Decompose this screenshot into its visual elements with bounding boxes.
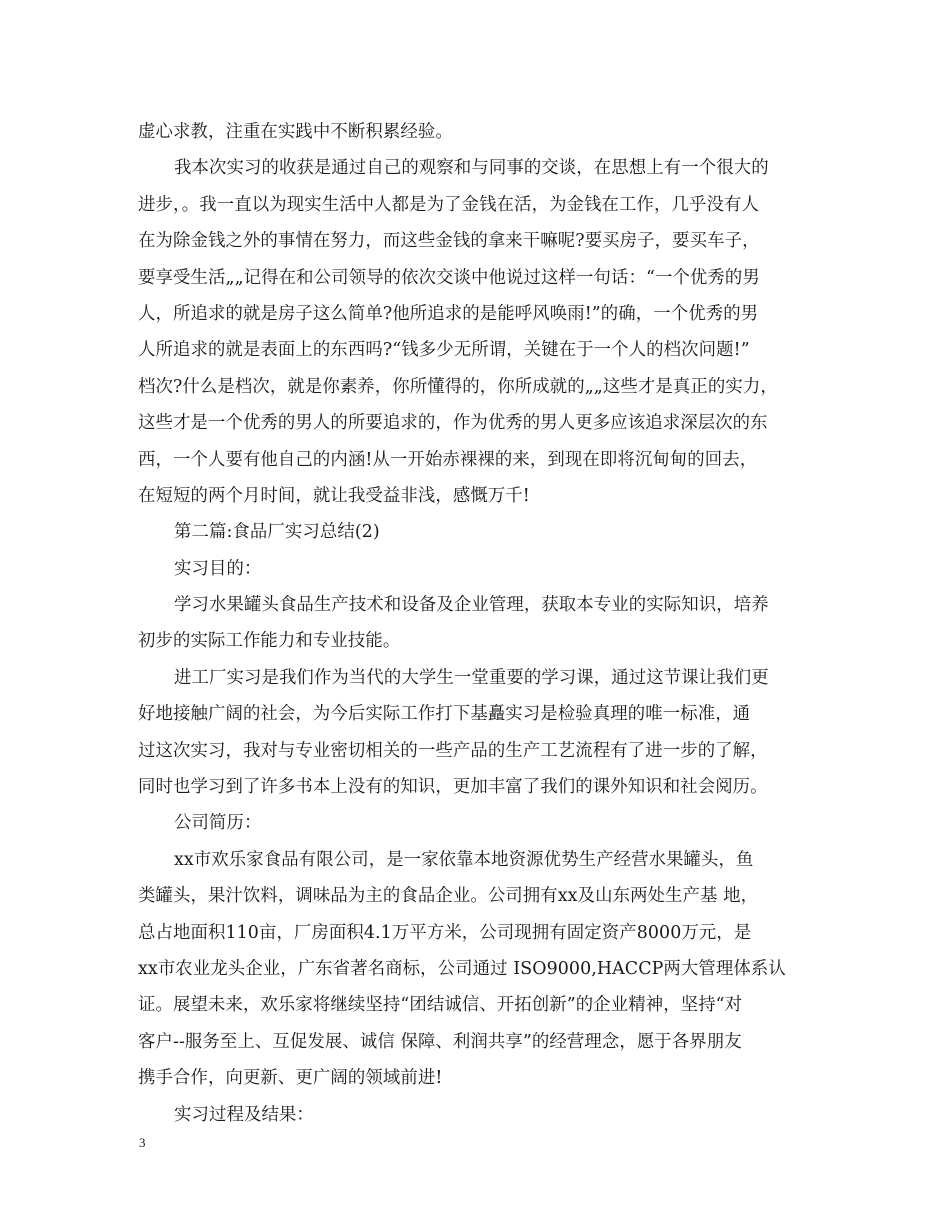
paragraph-start-line: 我本次实习的收获是通过自己的观察和与同事的交谈，在思想上有一个很大的 xyxy=(174,158,769,179)
text-line: 类罐头，果汁饮料，调味品为主的食品企业。公司拥有xx及山东两处生产基 地， xyxy=(138,886,759,907)
text-line: 在短短的两个月时间，就让我受益非浅，感慨万千! xyxy=(138,485,530,506)
text-line: 这些才是一个优秀的男人的所要追求的，作为优秀的男人更多应该追求深层次的东 xyxy=(138,413,768,434)
text-line: 初步的实际工作能力和专业技能。 xyxy=(138,631,401,652)
text-line: 虚心求教，注重在实践中不断积累经验。 xyxy=(138,122,453,142)
text-line: 证。展望未来，欢乐家将继续坚持“团结诚信、开拓创新”的企业精神，坚持“对 xyxy=(138,995,743,1016)
subsection-heading: 实习目的： xyxy=(174,558,262,579)
text-line: xx市农业龙头企业，广东省著名商标，公司通过 ISO9000,HACCP两大管理体系认 xyxy=(138,958,786,979)
subsection-heading: 实习过程及结果： xyxy=(174,1104,314,1125)
text-line: 西，一个人要有他自己的内涵!从一开始赤裸裸的来，到现在即将沉甸甸的回去， xyxy=(138,449,758,470)
page-number: 3 xyxy=(139,1135,146,1150)
paragraph-start-line: 学习水果罐头食品生产技术和设备及企业管理，获取本专业的实际知识，培养 xyxy=(174,595,769,616)
text-line: 总占地面积110亩，厂房面积4.1万平方米，公司现拥有固定资产8000万元，是 xyxy=(138,922,752,943)
paragraph-start-line: xx市欢乐家食品有限公司，是一家依靠本地资源优势生产经营水果罐头，鱼 xyxy=(174,849,754,870)
text-line: 人，所追求的就是房子这么简单?他所追求的是能呼风唤雨!”的确，一个优秀的男 xyxy=(138,303,759,324)
section-heading: 第二篇:食品厂实习总结(2) xyxy=(174,522,380,543)
text-line: 客户--服务至上、互促发展、诚信 保障、利润共享”的经营理念，愿于各界朋友 xyxy=(138,1031,742,1052)
text-line: 档次?什么是档次，就是你素养，你所懂得的，你所成就的„„这些才是真正的实力， xyxy=(138,376,778,397)
text-line: 在为除金钱之外的事情在努力，而这些金钱的拿来干嘛呢?要买房子，要买车子， xyxy=(138,231,760,252)
text-line: 同时也学习到了许多书本上没有的知识，更加丰富了我们的课外知识和社会阅历。 xyxy=(138,777,768,798)
body-text xyxy=(138,114,822,1133)
text-line: 要享受生活„„记得在和公司领导的依次交谈中他说过这样一句话：“一个优秀的男 xyxy=(138,267,760,288)
text-line: 携手合作，向更新、更广阔的领域前进! xyxy=(138,1068,443,1089)
text-line: 人所追求的就是表面上的东西吗?“钱多少无所谓，关键在于一个人的档次问题!” xyxy=(138,340,750,361)
subsection-heading: 公司简历： xyxy=(174,813,262,834)
paragraph-start-line: 进工厂实习是我们作为当代的大学生一堂重要的学习课，通过这节课让我们更 xyxy=(174,667,769,688)
text-line: 好地接触广阔的社会，为今后实际工作打下基矗实习是检验真理的唯一标准，通 xyxy=(138,704,751,725)
text-line: 过这次实习，我对与专业密切相关的一些产品的生产工艺流程有了进一步的了解， xyxy=(138,740,768,761)
text-line: 进步，。我一直以为现实生活中人都是为了金钱在活，为金钱在工作，几乎没有人 xyxy=(138,194,759,215)
